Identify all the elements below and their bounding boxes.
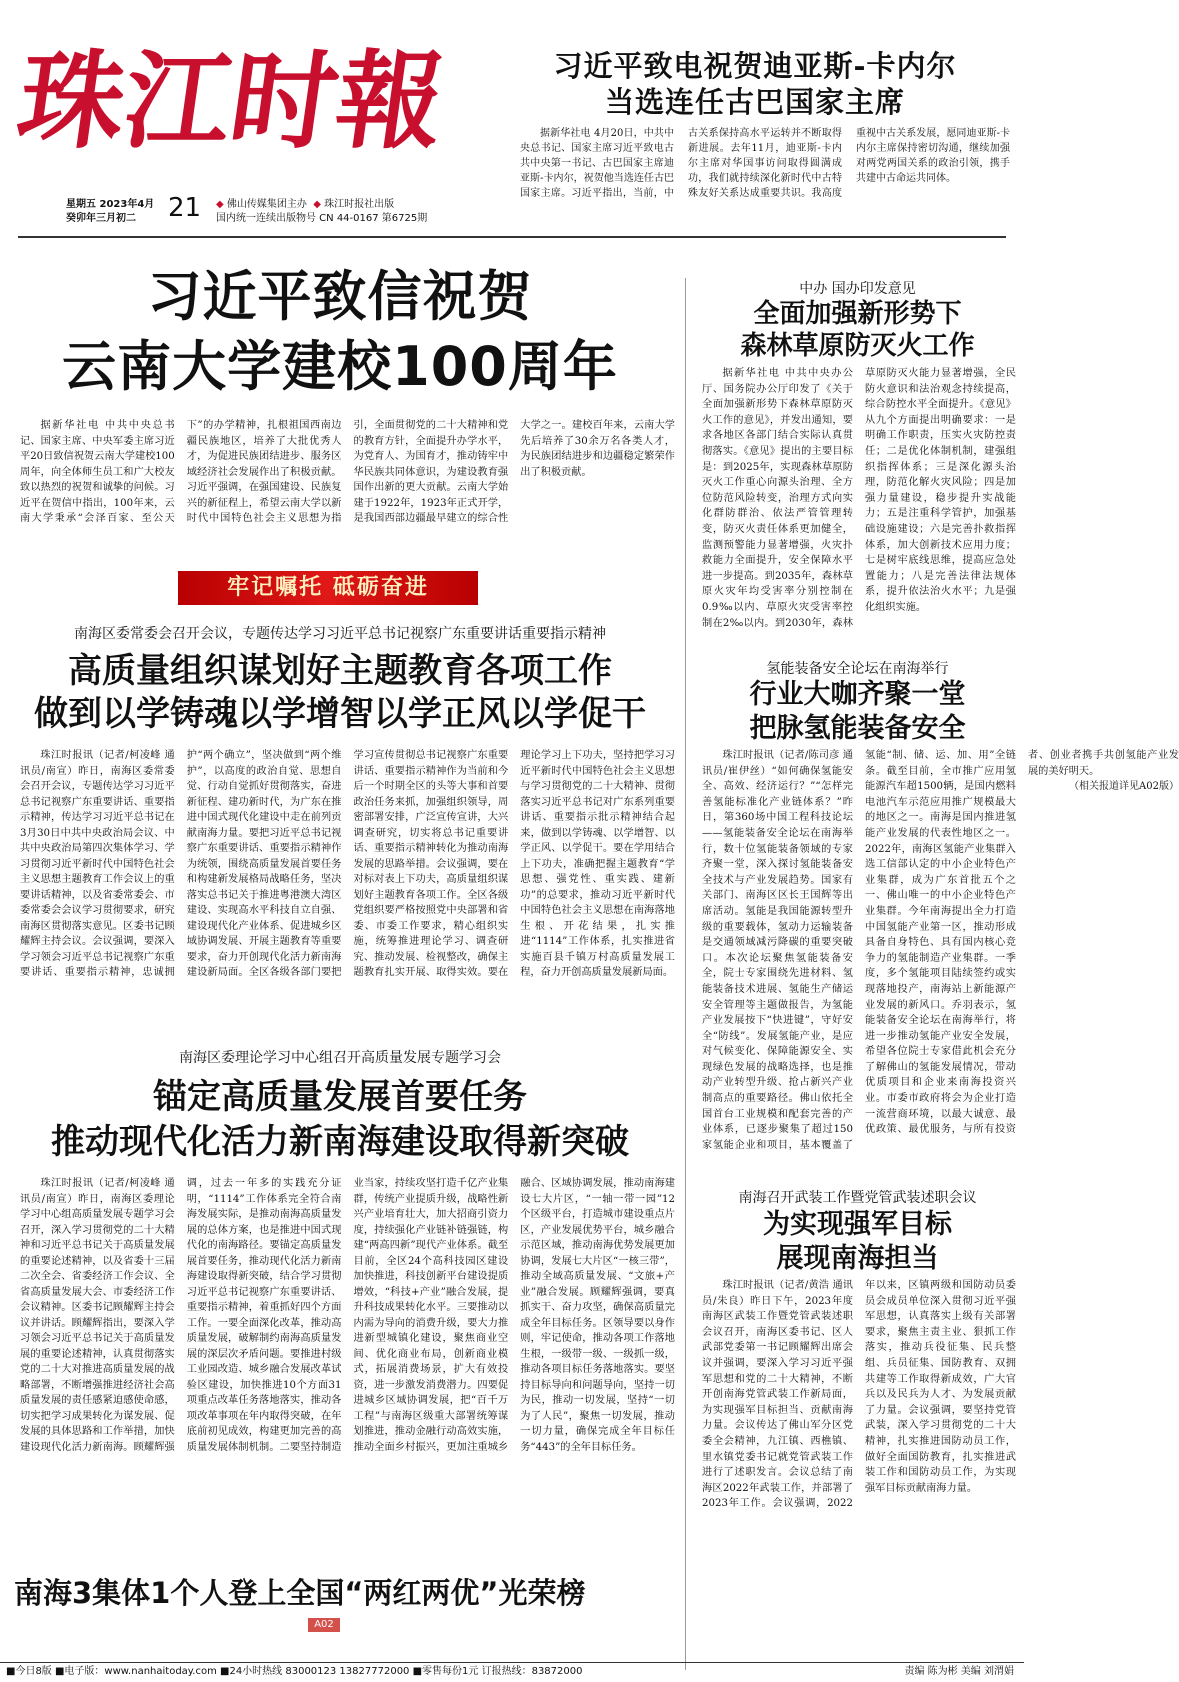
issue-number: 国内统一连续出版物号 CN 44-0167 第6725期: [216, 213, 428, 224]
right2-headline-line2: 把脉氢能装备安全: [749, 713, 966, 744]
right2-headline[interactable]: [700, 678, 1015, 746]
story2-body: [20, 748, 675, 1010]
story3-headline-line1: 锚定高质量发展首要任务: [153, 1077, 527, 1117]
sponsor-icon: ◆: [216, 199, 224, 210]
publisher: 珠江时报社出版: [324, 199, 395, 210]
right3-headline-line2: 展现南海担当: [776, 1243, 939, 1274]
right2-related-ref[interactable]: （相关报道详见A02版）: [1069, 781, 1179, 793]
masthead-divider: [18, 236, 1006, 238]
right2-body: [702, 748, 1179, 1156]
story3-kicker: 南海区委理论学习中心组召开高质量发展专题学习会: [179, 1050, 501, 1066]
bottom-headline[interactable]: 南海3集体1个人登上全国“两红两优”光荣榜: [14, 1576, 586, 1610]
right3-headline[interactable]: [700, 1208, 1015, 1276]
footer-editors: 责编 陈为彬 美编 刘渭娟: [904, 1666, 1014, 1677]
right3-kicker: 南海召开武装工作暨党管武装述职会议: [738, 1190, 977, 1206]
sponsor: 佛山传媒集团主办: [226, 199, 307, 210]
story2-headline-line1: 高质量组织谋划好主题教育各项工作: [68, 651, 612, 691]
column-divider: [685, 278, 686, 1670]
page-footer: [0, 1662, 1024, 1682]
right1-body: [702, 366, 1016, 632]
top-story-headline[interactable]: [520, 48, 990, 120]
top-headline-line2: 当选连任古巴国家主席: [604, 85, 905, 119]
dateline: [66, 198, 154, 226]
logo-text: 珠江时報: [10, 39, 452, 164]
right1-headline[interactable]: [700, 298, 1015, 362]
story3-headline[interactable]: [4, 1075, 676, 1165]
right2-kicker: 氢能装备安全论坛在南海举行: [766, 661, 949, 677]
date-gregorian: 星期五 2023年4月: [66, 199, 155, 210]
right3-text: 珠江时报讯（记者/黄浩 通讯员/朱良）昨日下午，2023年度南海区武装工作暨党管武装述职会议召开，南海区委书记、区人武部党委第一书记顾耀辉出席会议并强调，要深入学习习近平强军思想和党的二十大精神，不断开创南海党管武装工作新局面，为实现强军目标担当、贡献南海力量。会议传达了佛山军分区党委全会精神，九江镇、西樵镇、里水镇党委书记就党管武装工作进行了述职发言。会议总结了南海区2022年武装工作，并部署了2023年工作。会议强调，2022年以来，区镇两级和国防动员委员会成员单位深入贯彻习近平强军思想，认真落实上级有关部署要求，聚焦主责主业、狠抓工作落实，推动兵役征集、民兵整组、兵员征集、国防教育、双拥共建等工作取得新成效，广大官兵以及民兵为人才、为发展贡献了力量。会议强调，要坚持党管武装，深入学习贯彻党的二十大精神，扎实推进国防动员工作，做好全面国防教育，扎实推进武装工作和国防动员工作，为实现强军目标贡献南海力量。: [702, 1280, 1016, 1510]
right1-kicker: 中办 国办印发意见: [799, 281, 916, 297]
lead-story-text: 据新华社电 中共中央总书记、国家主席、中央军委主席习近平20日致信祝贺云南大学建校100周年，向全体师生员工和广大校友致以热烈的祝贺和诚挚的问候。习近平在贺信中指出，100年来，云南大学秉承“会泽百家、至公天下”的办学精神，扎根祖国西南边疆民族地区，培养了大批优秀人才，为促进民族团结进步、服务区域经济社会发展作出了积极贡献。习近平强调，在强国建设、民族复兴的新征程上，希望云南大学以新时代中国特色社会主义思想为指引，全面贯彻党的二十大精神和党的教育方针，全面提升办学水平，为党育人、为国育才，推动铸牢中华民族共同体意识，为建设教育强国作出新的更大贡献。云南大学始建于1922年，1923年正式开学，是我国西部边疆最早建立的综合性大学之一。建校百年来，云南大学先后培养了30余万名各类人才，为民族团结进步和边疆稳定繁荣作出了积极贡献。: [20, 420, 675, 524]
lead-headline-line2: 云南大学建校100周年: [62, 335, 618, 398]
right2-headline-line1: 行业大咖齐聚一堂: [749, 679, 966, 710]
story3-headline-line2: 推动现代化活力新南海建设取得新突破: [51, 1122, 629, 1162]
section-banner: 牢记嘱托 砥砺奋进: [178, 571, 478, 605]
top-headline-line1: 习近平致电祝贺迪亚斯-卡内尔: [553, 49, 957, 83]
story3-body: [20, 1176, 675, 1506]
page-reference-badge[interactable]: A02: [308, 1618, 340, 1632]
publisher-icon: ◆: [313, 199, 321, 210]
date-lunar: 癸卯年三月初二: [66, 213, 136, 224]
right3-body: [702, 1278, 1016, 1670]
lead-story-body: [20, 418, 675, 528]
top-story-text: 据新华社电 4月20日，中共中央总书记、国家主席习近平致电古共中央第一书记、古巴国家主席迪亚斯-卡内尔，祝贺他当选连任古巴国家主席。习近平指出，当前，中古关系保持高水平运转并不断取得新进展。去年11月，迪亚斯-卡内尔主席对华国事访问取得圆满成功，我们就持续深化新时代中古特殊友好关系达成重要共识。我高度重视中古关系发展，愿同迪亚斯-卡内尔主席保持密切沟通，继续加强对两党两国关系的政治引领，携手共建中古命运共同体。: [520, 128, 1010, 199]
logo-calligraphy: [10, 38, 482, 164]
footer-info: ■今日8版 ■电子版：www.nanhaitoday.com ■24小时热线 83000123 13827772000 ■零售每份1元 订报热线：83872000: [6, 1666, 583, 1677]
story3-text: 珠江时报讯（记者/柯凌峰 通讯员/南宣）昨日，南海区委理论学习中心组高质量发展专题学习会召开，深入学习贯彻党的二十大精神和习近平总书记关于高质量发展的重要论述精神，以及省委十三届二次全会、省委经济工作会议、全省高质量发展大会、市委经济工作会议精神。区委书记顾耀辉主持会议并讲话。顾耀辉指出，要深入学习领会习近平总书记关于高质量发展的重要论述精神，认真贯彻落实党的二十大对推进高质量发展的战略部署，不断增强推进经济社会高质量发展的责任感紧迫感使命感，切实把学习成果转化为谋发展、促发展的具体思路和工作举措，加快建设现代化活力新南海。顾耀辉强调，过去一年多的实践充分证明，“1114”工作体系完全符合南海发展实际，是推动南海高质量发展的总体方案，也是推进中国式现代化的南海路径。要锚定高质量发展首要任务，推动现代化活力新南海建设取得新突破，结合学习贯彻习近平总书记视察广东重要讲话、重要指示精神，着重抓好四个方面工作。一要全面深化改革，推动高质量发展，破解制约南海高质量发展的深层次矛盾问题。要推进村级工业园改造、城乡融合发展改革试验区建设，加快推进10个方面31项重点改革任务落地落实，推动各项改革事项在年内取得突破，在年底前初见成效，构建更加完善的高质量发展体制机制。二要坚持制造业当家，持续攻坚打造千亿产业集群，传统产业提质升级，战略性新兴产业培育壮大，加大招商引资力度，持续强化产业链补链强链，构建“两高四新”现代产业体系。截至目前，全区24个高科技园区建设加快推进，科技创新平台建设提质增效，“科技+产业”融合发展，提升科技成果转化水平。三要推动以内需为导向的消费升级，要大力推进新型城镇化建设，聚焦商业空间、优化商业布局，创新商业模式，拓展消费场景，扩大有效投资，进一步激发消费潜力。四要促进城乡区域协调发展，把“百千万工程”与南海区级重大部署统筹谋划推进，推动金融行动高效实施，推动全面乡村振兴，更加注重城乡融合、区域协调发展，推动南海建设七大片区，“一轴一带一园”12个区级平台，打造城市建设重点片区，产业发展优势平台，城乡融合示范区域，推动南海优势发展更加协调，发展七大片区“一核三带”，推动全域高质量发展、“文旅+产业”融合发展。顾耀辉强调，要真抓实干、奋力攻坚，确保高质量完成全年目标任务。区领导要以身作则，牢记使命，推动各项工作落地生根，一级带一级、一级抓一级，推动各项目标任务落地落实。要坚持目标导向和问题导向，坚持一切为民，推动一切发展，坚持“一切为了人民”，聚焦一切发展，推动一切力量，确保完成全年目标任务“443”的全年目标任务。: [20, 1178, 675, 1453]
issue-info: [216, 198, 427, 226]
lead-headline-line1: 习近平致信祝贺: [147, 265, 533, 328]
right3-headline-line1: 为实现强军目标: [763, 1209, 952, 1240]
right2-text: 珠江时报讯（记者/陈司彦 通讯员/崔伊丝）“如何确保氢能安全、高效、经济运行？”“怎样完善氢能标准化产业链体系？”昨日，第360场中国工程科技论坛——氢能装备安全论坛在南海举行，数十位氢能装备领域的专家齐聚一堂，深入探讨氢能装备安全技术与产业发展趋势。国家有关部门、南海区区长王国辉等出席活动。氢能是我国能源转型升级的重要载体，氢动力运输装备是交通领域减污降碳的重要突破口。本次论坛聚焦氢能装备安全，院士专家围绕先进材料、氢能装备技术进展、氢能生产储运安全管理等主题做报告，为氢能产业发展按下“快进键”，守好安全“防线”。发展氢能产业，是应对气候变化、保障能源安全、实现绿色发展的战略选择，也是推动产业转型升级、抢占新兴产业制高点的重要路径。佛山依托全国首台工业规模和配套完善的产业体系，已逐步聚集了超过150家氢能企业和项目，基本覆盖了氢能“制、储、运、加、用”全链条。截至目前，全市推广应用氢能源汽车超1500辆，是国内燃料电池汽车示范应用推广规模最大的地区之一。南海是国内推进氢能产业发展的代表性地区之一。2022年，南海区氢能产业集群入选工信部认定的中小企业特色产业集群，成为广东首批五个之一、佛山唯一的中小企业特色产业集群。今年南海提出全力打造中国氢能产业第一区，推动形成具备自身特色、具有国内核心竞争力的氢能制造产业集群。一季度，多个氢能项目陆续签约或实现落地投产，南海站上新能源产业发展的新风口。乔羽表示，氢能装备安全论坛在南海举行，将进一步推动氢能产业安全发展，希望各位院士专家借此机会充分了解佛山的氢能发展情况，带动优质项目和企业来南海投资兴业。市委市政府将会为企业打造一流营商环境，以最大诚意、最优政策、最优服务，与所有投资者、创业者携手共创氢能产业发展的美好明天。: [702, 750, 1179, 1151]
right1-headline-line2: 森林草原防灭火工作: [740, 331, 975, 361]
date-day: 21: [168, 193, 202, 223]
right1-headline-line1: 全面加强新形势下: [753, 299, 962, 329]
story2-text: 珠江时报讯（记者/柯凌峰 通讯员/南宣）昨日，南海区委常委会召开会议，专题传达学习习近平总书记视察广东重要讲话、重要指示精神，传达学习习近平总书记在3月30日中共中央政治局会议、中共中央政治局第四次集体学习、学习贯彻习近平新时代中国特色社会主义思想主题教育工作会议上的重要讲话精神，以及省委常委会、市委常委会会议学习贯彻要求，研究南海区贯彻落实意见。区委书记顾耀辉主持会议。会议强调，要深入学习领会习近平总书记视察广东重要讲话、重要指示精神，忠诚拥护“两个确立”，坚决做到“两个维护”，以高度的政治自觉、思想自觉、行动自觉抓好贯彻落实，奋进新征程、建功新时代，为广东在推进中国式现代化建设中走在前列贡献南海力量。要把习近平总书记视察广东重要讲话、重要指示精神作为统领，围绕高质量发展首要任务和构建新发展格局战略任务，坚决落实总书记关于推进粤港澳大湾区建设、实现高水平科技自立自强、建设现代化产业体系、促进城乡区域协调发展、开展主题教育等重要要求，奋力开创现代化活力新南海建设新局面。全区各级各部门要把学习宣传贯彻总书记视察广东重要讲话、重要指示精神作为当前和今后一个时期全区的头等大事和首要政治任务来抓，加强组织领导，周密部署安排，广泛宣传宣讲，大兴调查研究，切实将总书记重要讲话、重要指示精神转化为推动南海发展的思路举措。会议强调，要在对标对表上下功夫，高质量组织谋划好主题教育各项工作。全区各级党组织要严格按照党中央部署和省委、市委工作要求，精心组织实施，统筹推进理论学习、调查研究、推动发展、检视整改，确保主题教育扎实开展、取得实效。要在理论学习上下功夫，坚持把学习习近平新时代中国特色社会主义思想与学习贯彻党的二十大精神、贯彻落实习近平总书记对广东系列重要讲话、重要指示批示精神结合起来，做到以学铸魂、以学增智、以学正风、以学促干。要在学用结合上下功夫，准确把握主题教育“学思想、强党性、重实践、建新功”的总要求，推动习近平新时代中国特色社会主义思想在南海落地生根、开花结果，扎实推进“1114”工作体系，扎实推进省实施百县千镇万村高质量发展工程，奋力开创高质量发展新局面。: [20, 750, 675, 978]
masthead-logo: [10, 38, 482, 164]
right1-text: 据新华社电 中共中央办公厅、国务院办公厅印发了《关于全面加强新形势下森林草原防灭火工作的意见》，并发出通知，要求各地区各部门结合实际认真贯彻落实。《意见》提出的主要目标是：到2025年，实现森林草原防灭火工作重心向源头治理、全方位防范风险转变，治理方式向实化群防群治、依法严管管理转变，防灭火责任体系更加健全，监测预警能力显著增强，火灾扑救能力全面提升，安全保障水平进一步提高。到2035年，森林草原火灾年均受害率分别控制在0.9‰以内、草原火灾受害率控制在2‰以内。到2030年，森林草原防灭火能力显著增强，全民防火意识和法治观念持续提高，综合防控水平全面提升。《意见》从九个方面提出明确要求：一是明确工作职责，压实火灾防控责任；二是优化体制机制，建强组织指挥体系；三是深化源头治理，防范化解火灾风险；四是加强力量建设，稳步提升实战能力；五是注重科学管护，加强基础设施建设；六是完善扑救指挥体系，加大创新技术应用力度；七是树牢底线思维，提高应急处置能力；八是完善法律法规体系，提升依法治火水平；九是强化组织实施。: [702, 368, 1016, 629]
story2-headline[interactable]: [4, 650, 676, 736]
story2-headline-line2: 做到以学铸魂以学增智以学正风以学促干: [34, 694, 646, 734]
top-story-body: [520, 126, 1010, 201]
lead-headline[interactable]: [20, 262, 660, 402]
story2-kicker: 南海区委常委会召开会议，专题传达学习习近平总书记视察广东重要讲话重要指示精神: [74, 626, 606, 642]
